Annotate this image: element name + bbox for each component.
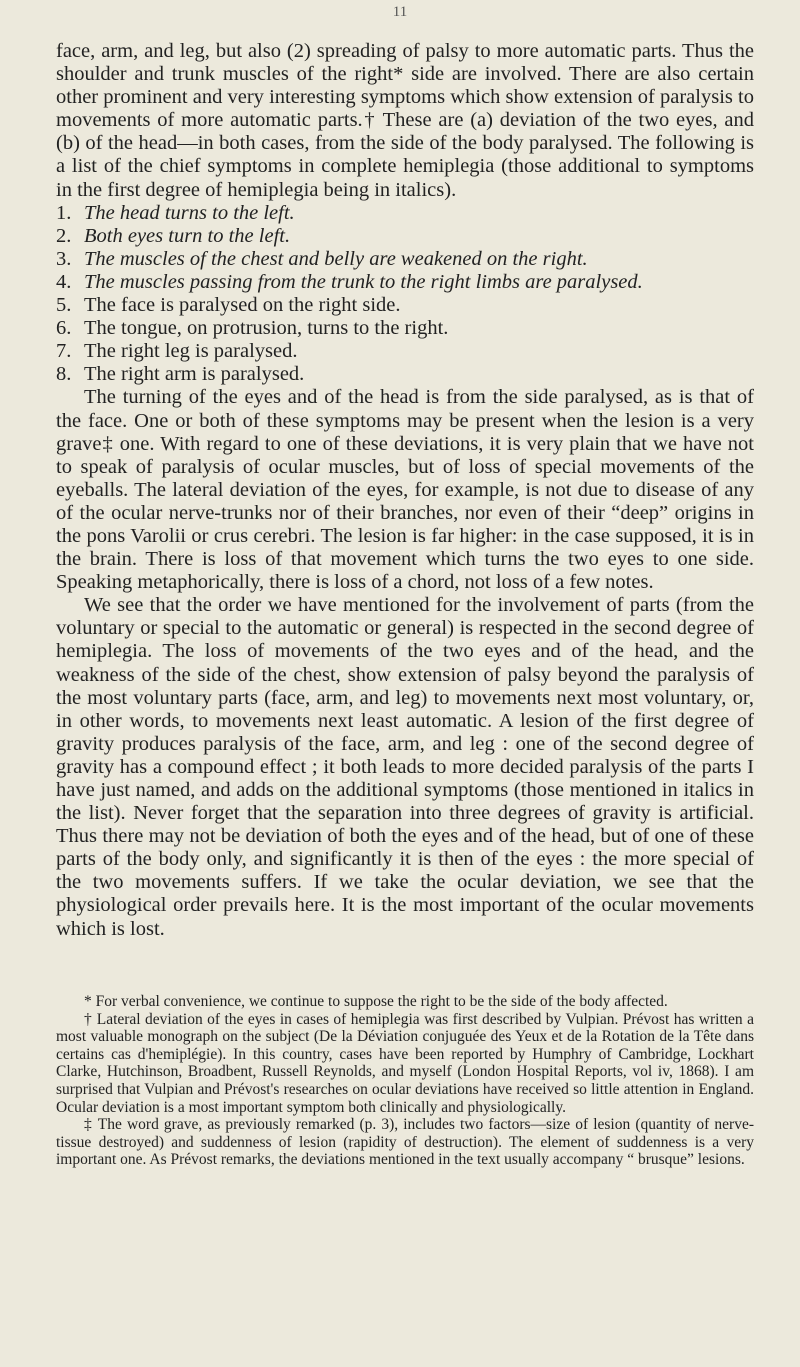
symptom-item: 6. The tongue, on protrusion, turns to the right. xyxy=(56,317,449,340)
intro-paragraph: face, arm, and leg, but also (2) spreading of palsy to more automatic parts. Thus the shoulder and trunk muscles of the right* side are involved. There are also certain other prominent and very interesting symptoms which show extension of paralysis to movements of more automatic parts.† These are (a) deviation of the two eyes, and (b) of the head—in both cases, from the side of the body paralysed. The following is a list of the chief symptoms in complete hemiplegia (those additional to symptoms in the first degree of hemiplegia being in italics). xyxy=(56,40,754,201)
symptom-item: 8. The right arm is paralysed. xyxy=(56,363,305,386)
symptom-item: 5. The face is paralysed on the right side. xyxy=(56,294,401,317)
footnote-dagger: † Lateral deviation of the eyes in cases of hemiplegia was first described by Vulpian. Prévost has written a most valuable monograph on the subject (De la Déviation conjuguée des Yeux et de la Rotation de la Tête dans certains cas d'hemiplégie). In this country, cases have been reported by Humphry of Cambridge, Lockhart Clarke, Hutchinson, Broadbent, Russell Reynolds, and myself (London Hospital Reports, vol iv, 1868). I am surprised that Vulpian and Prévost's researches on ocular deviations have received so little attention in England. Ocular deviation is a most important symptom both clinically and physiologically. xyxy=(56,1010,754,1116)
main-text xyxy=(56,40,754,941)
symptom-item: 7. The right leg is paralysed. xyxy=(56,340,298,363)
paragraph-eye-deviation: The turning of the eyes and of the head is from the side paralysed, as is that of the face. One or both of these symptoms may be present when the lesion is a very grave‡ one. With regard to one of these deviations, it is very plain that we have not to speak of paralysis of ocular muscles, but of loss of special movements of the eyeballs. The lateral deviation of the eyes, for example, is not due to disease of any of the ocular nerve-trunks nor of their branches, nor even of their “deep” origins in the pons Varolii or crus cerebri. The lesion is far higher: in the case supposed, it is in the brain. There is loss of that movement which turns the two eyes to one side. Speaking metaphorically, there is loss of a chord, not loss of a few notes. xyxy=(56,386,754,594)
footnotes xyxy=(56,993,754,1169)
symptom-item: 3. The muscles of the chest and belly are weakened on the right. xyxy=(56,247,588,270)
footnote-asterisk: * For verbal convenience, we continue to suppose the right to be the side of the body affected. xyxy=(84,993,668,1010)
symptom-item: 4. The muscles passing from the trunk to the right limbs are paralysed. xyxy=(56,270,643,293)
footnote-double-dagger: ‡ The word grave, as previously remarked (p. 3), includes two factors—size of lesion (quantity of nerve-tissue destroyed) and suddenness of lesion (rapidity of destruction). The element of suddenness is a very important one. As Prévost remarks, the deviations mentioned in the text usually accompany “ brusque” lesions. xyxy=(56,1116,754,1169)
paragraph-order-of-involvement: We see that the order we have mentioned for the involvement of parts (from the voluntary or special to the automatic or general) is respected in the second degree of hemiplegia. The loss of movements of the two eyes and of the head, and the weakness of the side of the chest, show extension of palsy beyond the paralysis of the most voluntary parts (face, arm, and leg) to movements next most voluntary, or, in other words, to movements next least automatic. A lesion of the first degree of gravity produces paralysis of the face, arm, and leg : one of the second degree of gravity has a compound effect ; it both leads to more decided paralysis of the parts I have just named, and adds on the additional symptoms (those mentioned in italics in the list). Never forget that the separation into three degrees of gravity is artificial. Thus there may not be deviation of both the eyes and of the head, but of one of these parts of the body only, and significantly it is then of the eyes : the more special of the two movements suffers. If we take the ocular deviation, we see that the physiological order prevails here. It is the most important of the ocular movements which is lost. xyxy=(56,594,754,940)
symptom-list xyxy=(56,202,754,387)
symptom-item: 2. Both eyes turn to the left. xyxy=(56,224,291,247)
page-number: 11 xyxy=(392,4,408,20)
symptom-item: 1. The head turns to the left. xyxy=(56,201,295,224)
